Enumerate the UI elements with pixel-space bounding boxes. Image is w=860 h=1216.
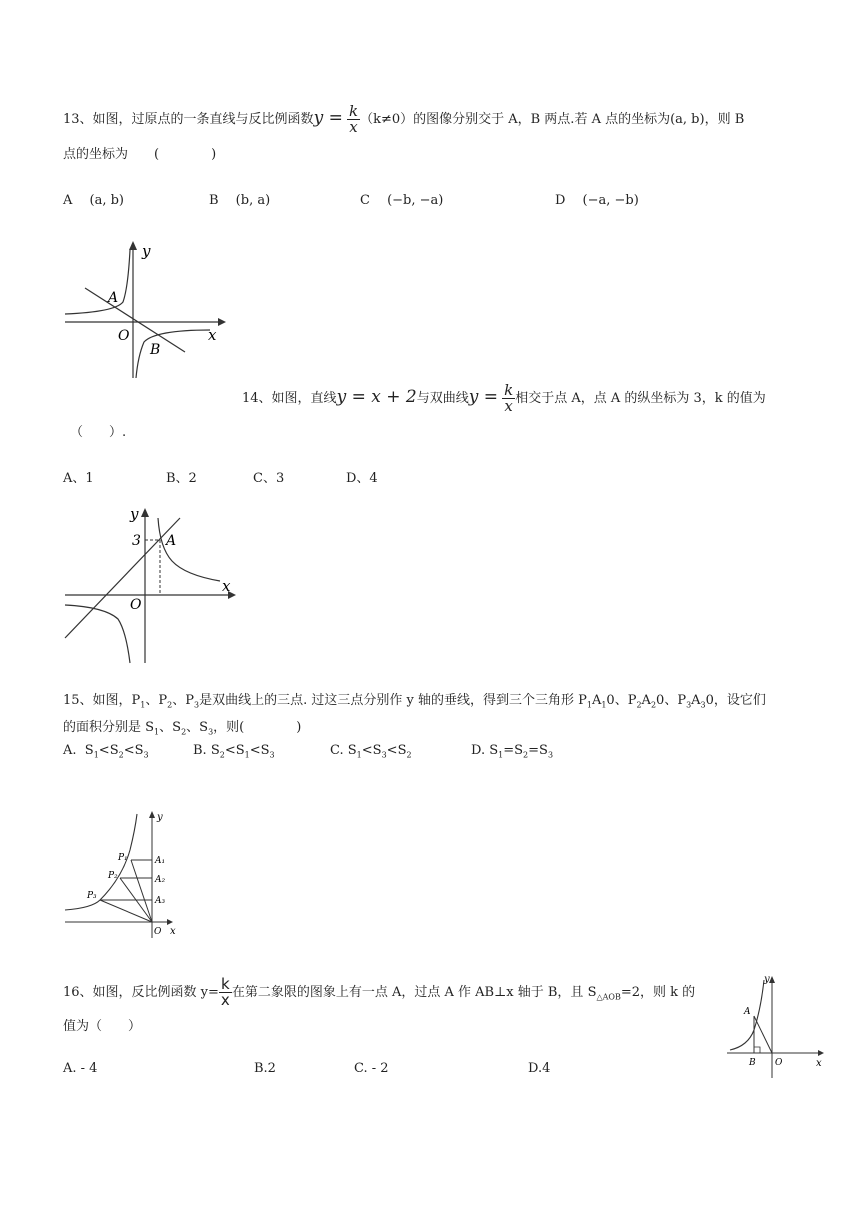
q15-opt-label: D.	[471, 743, 486, 758]
q16-text-b: 在第二象限的图象上有一点 A，过点 A 作 AB⊥x 轴于 B，且 S	[231, 985, 597, 1000]
q14-label-three: 3	[132, 533, 141, 549]
q16-option-b: B.2	[254, 1061, 276, 1076]
q15-label-p2: P₂	[108, 871, 118, 881]
q15-sub: 1	[140, 700, 146, 710]
q15-x-arrow	[167, 919, 173, 925]
q15-op: <	[361, 743, 373, 758]
q13-x-arrow	[218, 318, 226, 326]
q15-tri: 0	[656, 693, 665, 708]
q15-sub: 3	[686, 700, 692, 710]
q15-op: =	[503, 743, 515, 758]
q13-label-b: B	[150, 342, 161, 358]
q16-text-c: =2，则 k 的	[620, 985, 696, 1000]
q13-frac-num: k	[348, 102, 359, 120]
q13-line	[85, 288, 185, 352]
q16-label-b: B	[749, 1058, 756, 1068]
q13-option-d: D (−a, −b)	[555, 193, 639, 208]
q13-number: 13、	[63, 112, 93, 127]
q16-line1	[63, 977, 695, 1008]
q15-label-p3: P₃	[87, 891, 97, 901]
q16-label-o: O	[775, 1058, 783, 1068]
q15-sub: 1	[93, 750, 99, 760]
q15-tri: 0	[705, 693, 714, 708]
q14-option-c: C、3	[253, 471, 285, 486]
q16-text-a: 16、如图，反比例函数 y=	[63, 985, 219, 1000]
q13-option-c: C (−b, −a)	[360, 193, 444, 208]
q15-label-a1: A₁	[155, 856, 166, 866]
q15-sub: 3	[381, 750, 387, 760]
q14-line1	[242, 383, 766, 414]
q16-line2: 值为（ ）	[63, 1019, 142, 1034]
q15-sub: 1	[356, 750, 362, 760]
q15-opt-label: C.	[330, 743, 344, 758]
q15-sep: 、P	[614, 693, 637, 708]
q15-sub: 1	[601, 700, 607, 710]
q15-label-x: x	[170, 926, 176, 937]
q15-s: S	[210, 743, 220, 758]
q13-figure	[60, 238, 230, 380]
q15-s: S	[372, 743, 382, 758]
q15-label-p1: P₁	[118, 853, 128, 863]
q15-s: S	[397, 743, 407, 758]
q15-s: S	[109, 743, 119, 758]
q15-tri: A	[641, 693, 651, 708]
q14-option-d: D、4	[346, 471, 378, 486]
q15-tri-1	[131, 860, 152, 922]
q15-text-line2-b: ，则( )	[213, 720, 302, 735]
q15-op: <	[224, 743, 236, 758]
q15-sub: 2	[181, 727, 187, 737]
q15-figure	[62, 808, 192, 944]
q15-s: S	[172, 720, 182, 735]
q15-sep: 、P	[664, 693, 687, 708]
q16-right-angle	[754, 1047, 760, 1053]
q14-y-equals: y =	[468, 387, 498, 407]
q14-number: 14、	[242, 391, 272, 406]
q14-frac-den: x	[504, 397, 513, 415]
q14-line2: （ ）.	[70, 425, 127, 440]
q14-label-y: y	[130, 505, 139, 523]
q16-x-arrow	[818, 1050, 824, 1056]
q14-line-equation: y = x + 2	[336, 387, 417, 407]
q13-text-a: 如图，过原点的一条直线与反比例函数	[92, 112, 314, 127]
q15-sub: 2	[636, 700, 642, 710]
q15-s: S	[489, 743, 499, 758]
q15-label-a3: A₃	[155, 896, 166, 906]
q14-hyperbola-left	[65, 605, 130, 663]
q13-label-a: A	[108, 290, 119, 306]
q15-opt-label: B.	[193, 743, 207, 758]
q14-fraction	[502, 383, 515, 414]
q13-label-o: O	[118, 328, 130, 344]
q15-option-b	[193, 743, 275, 760]
q16-fraction	[219, 977, 232, 1008]
q16-option-a: A. - 4	[63, 1061, 98, 1076]
q15-s: S	[347, 743, 357, 758]
q16-label-x: x	[816, 1058, 822, 1069]
q14-frac-num: k	[504, 381, 514, 399]
q15-label-o: O	[154, 927, 162, 937]
q15-sub: 3	[700, 700, 706, 710]
q15-s: S	[235, 743, 245, 758]
q15-sub: 1	[586, 700, 592, 710]
q14-text-mid: 与双曲线	[416, 391, 469, 406]
q15-label-a2: A₂	[155, 875, 166, 885]
q15-sub: 2	[406, 750, 412, 760]
q13-label-x: x	[208, 326, 217, 344]
q14-hyperbola-right	[158, 518, 220, 581]
q13-y-equals: y =	[313, 108, 343, 128]
q15-sub: 2	[219, 750, 225, 760]
q13-hyperbola-left	[65, 250, 130, 314]
q15-sub: 2	[523, 750, 529, 760]
q15-sub: 2	[167, 700, 173, 710]
q13-option-b: B (b, a)	[209, 193, 271, 208]
q15-sub: 3	[269, 750, 275, 760]
q15-text-line2: 的面积分别是 S	[63, 720, 155, 735]
q15-tri: A	[591, 693, 602, 708]
q15-op: <	[123, 743, 135, 758]
q15-tri: 0	[606, 693, 615, 708]
q16-label-a: A	[744, 1007, 751, 1017]
q14-line	[65, 518, 180, 638]
q14-figure	[60, 503, 240, 665]
q14-text-a: 如图，直线	[271, 391, 337, 406]
q15-sub: 3	[193, 700, 200, 710]
q15-s: S	[134, 743, 144, 758]
q15-op: <	[386, 743, 398, 758]
q14-label-a: A	[166, 533, 177, 549]
q15-text-a: 15、如图，P	[63, 693, 141, 708]
q15-line2: 的面积分别是 $S_1$、$S_2$、$S_3$，则( )	[63, 720, 302, 737]
q16-sub: △AOB	[596, 992, 621, 1002]
q15-opt-label: A.	[63, 743, 77, 758]
q15-text-c: ，设它们	[713, 693, 766, 708]
q15-y-arrow	[149, 811, 155, 818]
q15-option-a	[63, 743, 149, 760]
q16-y-arrow	[769, 976, 775, 983]
q16-label-y: y	[764, 974, 770, 985]
q15-sub: 2	[118, 750, 124, 760]
q15-sep: 、P	[145, 693, 168, 708]
q16-figure	[724, 972, 828, 1080]
q15-s: S	[260, 743, 270, 758]
q13-line1	[63, 104, 744, 135]
q13-line2: 点的坐标为 ( )	[63, 147, 217, 162]
q16-option-d: D.4	[528, 1061, 551, 1076]
q13-fraction	[347, 104, 360, 135]
q16-frac-num: k	[219, 977, 232, 993]
q15-op: <	[249, 743, 261, 758]
q13-y-arrow	[129, 241, 137, 250]
q13-option-a: A (a, b)	[63, 193, 125, 208]
q15-sub: 3	[547, 750, 554, 760]
q15-s: S	[199, 720, 209, 735]
q16-frac-den: x	[220, 991, 230, 1009]
q15-sub: 2	[650, 700, 657, 710]
q15-sub: 3	[208, 727, 214, 737]
q15-sub: 1	[498, 750, 504, 760]
q15-s: S	[539, 743, 548, 758]
q13-text-b: （k≠0）的图像分别交于 A，B 两点.若 A 点的坐标为(a, b)，则 B	[360, 112, 745, 127]
q15-option-d	[471, 743, 553, 760]
q15-sub: 1	[154, 727, 160, 737]
q15-op: <	[98, 743, 110, 758]
q14-option-b: B、2	[166, 471, 197, 486]
q13-frac-den: x	[349, 118, 358, 136]
q15-sub: 1	[244, 750, 250, 760]
q16-segment-ao	[754, 1016, 772, 1053]
q16-option-c: C. - 2	[354, 1061, 389, 1076]
q14-text-b: 相交于点 A，点 A 的纵坐标为 3，k 的值为	[515, 391, 766, 406]
q15-op: =	[528, 743, 540, 758]
q15-tri: A	[691, 693, 701, 708]
q14-label-o: O	[130, 597, 142, 613]
q15-option-c	[330, 743, 412, 760]
q14-label-x: x	[222, 577, 231, 595]
q15-sep: 、P	[172, 693, 194, 708]
q14-y-arrow	[141, 508, 149, 517]
q15-line1	[63, 689, 766, 710]
q15-s: S	[84, 743, 94, 758]
q15-sub: 3	[143, 750, 149, 760]
q15-text-b: 是双曲线上的三点. 过这三点分别作 y 轴的垂线，得到三个三角形 P	[199, 693, 587, 708]
q13-label-y: y	[142, 242, 151, 260]
q14-option-a: A、1	[63, 471, 94, 486]
q15-s: S	[514, 743, 524, 758]
q13-hyperbola-right	[136, 330, 210, 378]
q15-label-y: y	[157, 812, 163, 823]
